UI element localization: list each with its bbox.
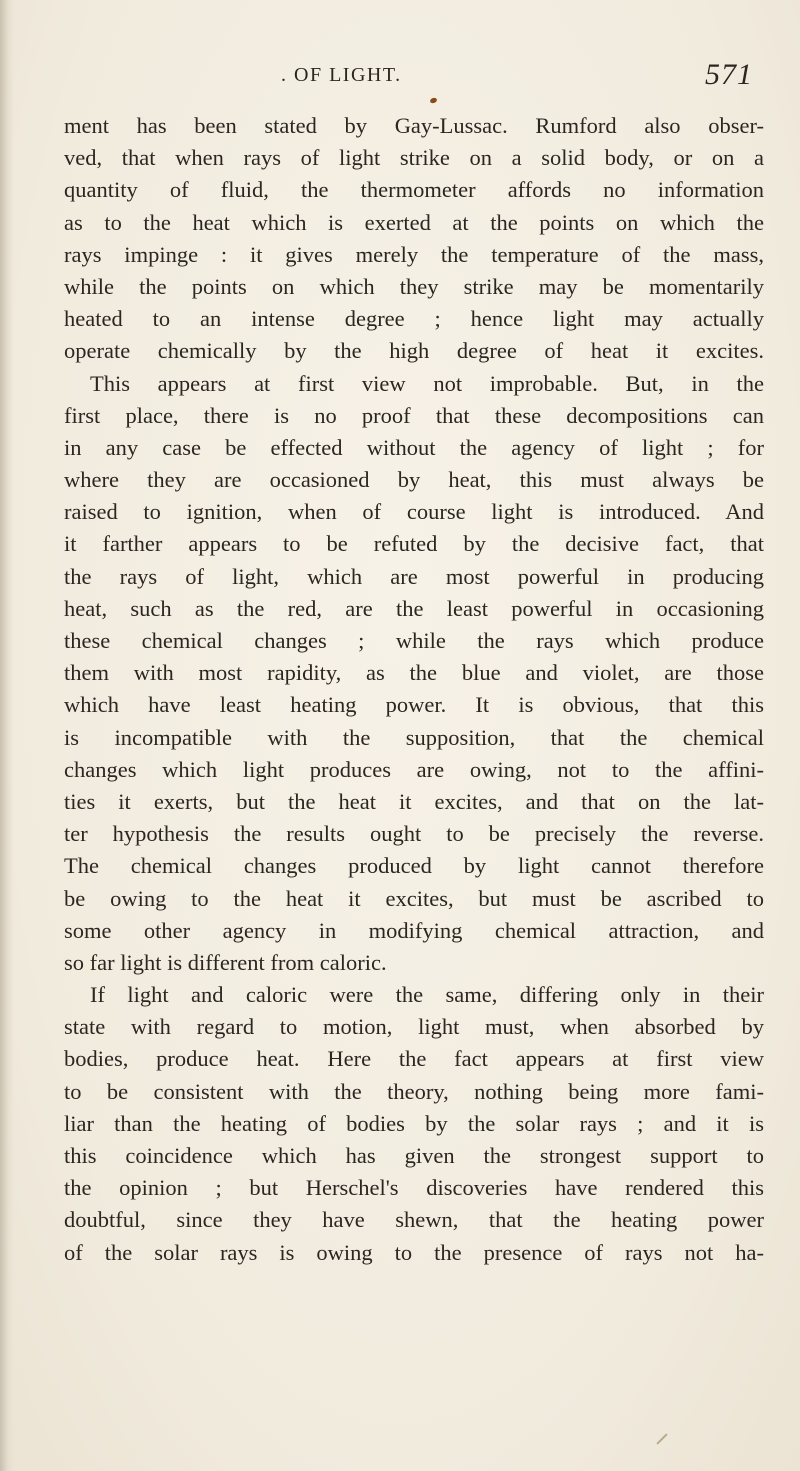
text-line: the opinion ; but Herschel's discoveries have rendered this xyxy=(64,1175,764,1201)
text-line: while the points on which they strike may be momentarily xyxy=(64,273,764,299)
text-line: If light and caloric were the same, differing only in their xyxy=(90,982,764,1008)
text-line: is incompatible with the supposition, that the chemical xyxy=(64,724,764,750)
text-line: ties it exerts, but the heat it excites, and that on the lat- xyxy=(64,788,764,814)
text-line: state with regard to motion, light must, when absorbed by xyxy=(64,1014,764,1040)
text-line: doubtful, since they have shewn, that the heating power xyxy=(64,1207,764,1233)
text-line: as to the heat which is exerted at the points on which the xyxy=(64,209,764,235)
ink-spot-mark xyxy=(429,97,437,104)
page-binding-edge xyxy=(0,0,14,1471)
text-line: ved, that when rays of light strike on a solid body, or on a xyxy=(64,145,764,171)
text-line: operate chemically by the high degree of heat it excites. xyxy=(64,338,764,364)
pencil-mark xyxy=(656,1433,667,1444)
text-line: raised to ignition, when of course light is introduced. And xyxy=(64,499,764,525)
text-line: to be consistent with the theory, nothing being more fami- xyxy=(64,1078,764,1104)
text-line: first place, there is no proof that these decompositions can xyxy=(64,402,764,428)
text-line: ter hypothesis the results ought to be precisely the reverse. xyxy=(64,821,764,847)
text-line: some other agency in modifying chemical attraction, and xyxy=(64,917,764,943)
text-line: which have least heating power. It is obvious, that this xyxy=(64,692,764,718)
text-line: rays impinge : it gives merely the temperature of the mass, xyxy=(64,241,764,267)
text-line: of the solar rays is owing to the presence of rays not ha- xyxy=(64,1239,764,1265)
text-line: the rays of light, which are most powerful in producing xyxy=(64,563,764,589)
text-line: so far light is different from caloric. xyxy=(64,949,387,975)
text-line: heated to an intense degree ; hence light may actually xyxy=(64,306,764,332)
page-header xyxy=(0,52,800,92)
text-line: where they are occasioned by heat, this must always be xyxy=(64,467,764,493)
text-line: changes which light produces are owing, not to the affini- xyxy=(64,756,764,782)
text-line: This appears at first view not improbable. But, in the xyxy=(90,370,764,396)
text-line: quantity of fluid, the thermometer affords no information xyxy=(64,177,764,203)
running-title: . OF LIGHT. xyxy=(281,64,402,86)
text-line: bodies, produce heat. Here the fact appears at first view xyxy=(64,1046,764,1072)
text-line: it farther appears to be refuted by the decisive fact, that xyxy=(64,531,764,557)
text-line: in any case be effected without the agency of light ; for xyxy=(64,434,764,460)
body-text xyxy=(64,110,764,1269)
text-line: ment has been stated by Gay-Lussac. Rumford also obser- xyxy=(64,113,764,138)
text-line: liar than the heating of bodies by the solar rays ; and it is xyxy=(64,1110,764,1136)
text-line: these chemical changes ; while the rays which produce xyxy=(64,628,764,653)
text-line: this coincidence which has given the strongest support to xyxy=(64,1143,764,1168)
text-line: be owing to the heat it excites, but must be ascribed to xyxy=(64,885,764,911)
text-line: The chemical changes produced by light cannot therefore xyxy=(64,853,764,879)
text-line: them with most rapidity, as the blue and violet, are those xyxy=(64,660,764,686)
page-number: 571 xyxy=(705,58,753,91)
text-line: heat, such as the red, are the least powerful in occasioning xyxy=(64,595,764,621)
